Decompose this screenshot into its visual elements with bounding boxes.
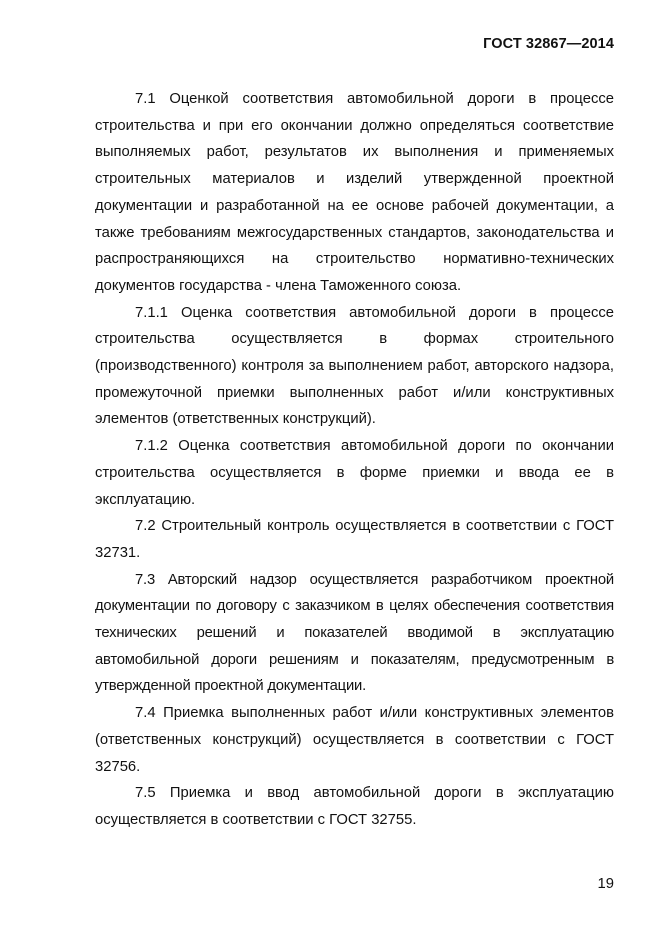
paragraph-7-4: 7.4 Приемка выполненных работ и/или конструктивных элементов (ответственных конструкций) осуществляется в соответствии с ГОСТ 32756. [95,705,614,775]
paragraph-7-5: 7.5 Приемка и ввод автомобильной дороги в эксплуатацию осуществляется в соответствии с ГОСТ 32755. [95,785,614,828]
paragraph-7-1: 7.1 Оценкой соответствия автомобильной дороги в процессе строительства и при его окончании должно определяться соответствие выполняемых работ, результатов их выполнения и применяемых строительных материалов и изделий утвержденной проектной документации и разработанной на ее основе рабочей документации, а также требованиям межгосударственных стандартов, законодательства и распространяющихся на строительство нормативно-технических документов государства - члена Таможенного союза. [95,91,614,294]
paragraph-7-1-2: 7.1.2 Оценка соответствия автомобильной дороги по окончании строительства осуществляется в форме приемки и ввода ее в эксплуатацию. [95,438,614,508]
paragraph-7-1-1: 7.1.1 Оценка соответствия автомобильной дороги в процессе строительства осуществляется в формах строительного (производственного) контроля за выполнением работ, авторского надзора, промежуточной приемки выполненных работ и/или конструктивных элементов (ответственных конструкций). [95,304,614,428]
page-number: 19 [597,876,614,892]
document-body [95,86,614,834]
paragraph-7-3: 7.3 Авторский надзор осуществляется разработчиком проектной документации по договору с заказчиком в целях обеспечения соответствия технических решений и показателей вводимой в эксплуатацию автомобильной дороги решениям и показателям, предусмотренным в утвержденной проектной документации. [95,571,614,695]
standard-designation: ГОСТ 32867—2014 [483,36,614,52]
paragraph-7-2: 7.2 Строительный контроль осуществляется в соответствии с ГОСТ 32731. [95,518,614,561]
